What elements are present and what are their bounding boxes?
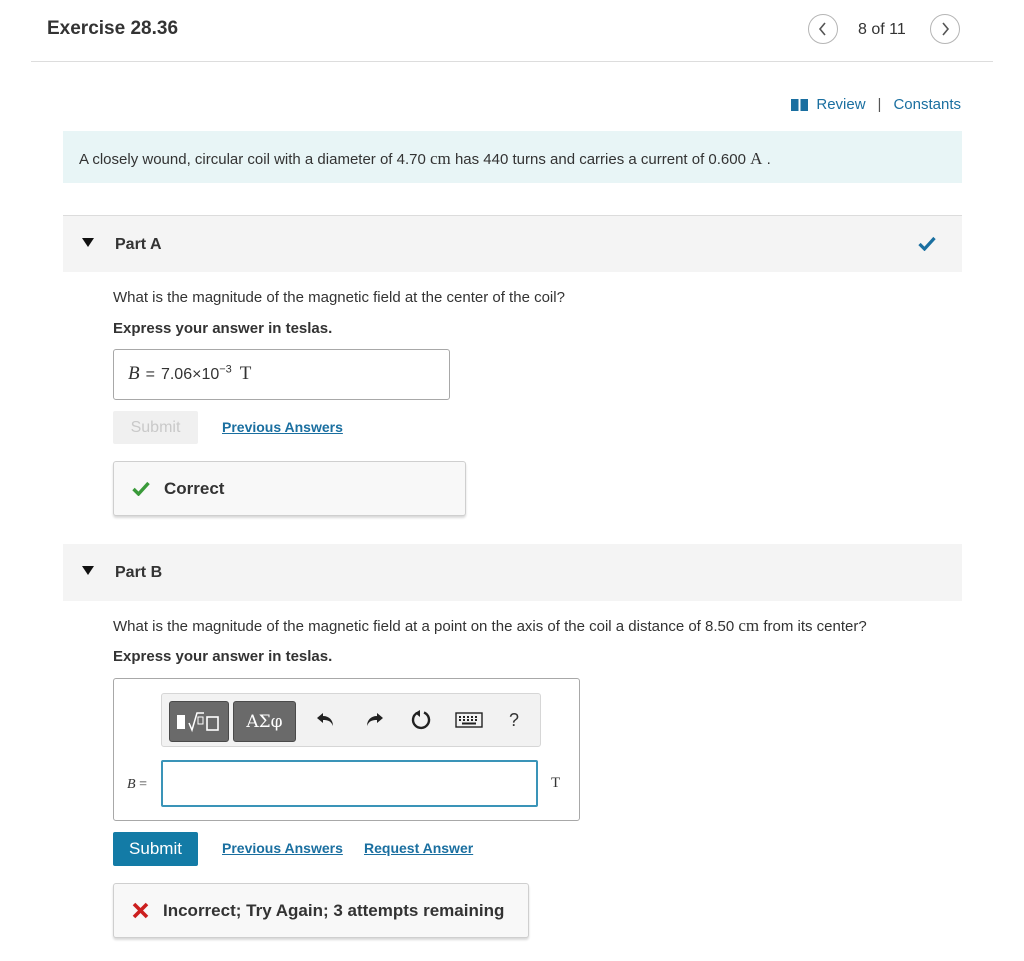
header-divider [31,61,993,62]
problem-text-1: A closely wound, circular coil with a diameter of 4.70 [79,151,430,168]
part-b-label: Part B [115,564,163,581]
part-a-header[interactable] [63,215,962,272]
chevron-left-icon [817,22,829,36]
reset-button[interactable] [409,708,433,732]
symbols-button[interactable]: ΑΣφ [233,701,296,742]
page-counter: 8 of 11 [858,21,906,38]
answer-unit: T [239,363,252,384]
input-unit: T [551,775,561,791]
part-a-label: Part A [115,236,162,253]
help-button[interactable]: ? [508,709,519,730]
answer-value: 7.06×10 [160,366,220,383]
part-b-request-answer-link[interactable]: Request Answer [364,840,474,856]
input-label [127,777,147,793]
answer-equals: = [145,366,155,383]
part-b-submit-button[interactable]: Submit [113,832,198,866]
keyboard-icon [455,712,483,728]
problem-text-2: has 440 turns and carries a current of 0.600 [450,151,751,168]
templates-icon [174,709,224,735]
problem-text-3: . [762,151,771,168]
part-a-answer [113,349,450,400]
part-a-submit-button: Submit [113,411,198,444]
book-icon [791,99,808,111]
part-a-previous-answers-link[interactable]: Previous Answers [222,419,343,435]
keyboard-button[interactable] [454,708,484,732]
part-b-question [113,616,867,636]
resource-links [791,96,961,113]
part-b-feedback [113,883,529,938]
problem-statement [63,131,962,183]
caret-down-icon [82,238,94,248]
part-b-instruction: Express your answer in teslas. [113,648,333,665]
close-icon [132,902,149,919]
math-toolbar [161,693,541,747]
redo-button[interactable] [362,708,386,732]
part-b-previous-answers-link[interactable]: Previous Answers [222,840,343,856]
part-b-question-text-2: from its center? [759,618,867,635]
previous-button[interactable] [808,14,838,44]
part-a-feedback [113,461,466,516]
part-b-header[interactable] [63,544,962,601]
part-b-answer-area [113,678,580,821]
part-a-instruction: Express your answer in teslas. [113,320,333,337]
problem-unit-A: A [750,149,763,168]
page-title: Exercise 28.36 [47,18,179,39]
link-separator: | [877,96,882,113]
problem-unit-cm: cm [430,149,451,168]
undo-icon [316,711,336,729]
check-icon [132,481,150,496]
part-a-feedback-text: Correct [164,478,225,498]
answer-variable: B [128,363,140,384]
chevron-right-icon [939,22,951,36]
part-b-feedback-text: Incorrect; Try Again; 3 attempts remaining [163,900,505,920]
redo-icon [364,711,384,729]
part-b-answer-input[interactable] [161,760,538,807]
input-variable: B [127,777,136,792]
constants-link[interactable]: Constants [893,96,961,113]
undo-button[interactable] [314,708,338,732]
templates-button[interactable] [169,701,229,742]
part-a-question: What is the magnitude of the magnetic field at the center of the coil? [113,289,565,306]
caret-down-icon [82,566,94,576]
review-link[interactable]: Review [816,96,866,113]
answer-exponent: −3 [219,363,232,376]
next-button[interactable] [930,14,960,44]
part-b-question-text-1: What is the magnitude of the magnetic field at a point on the axis of the coil a distance of 8.50 [113,618,739,635]
input-equals: = [139,777,147,792]
check-icon [918,236,936,251]
part-b-question-unit: cm [738,616,760,635]
reset-icon [410,709,432,731]
